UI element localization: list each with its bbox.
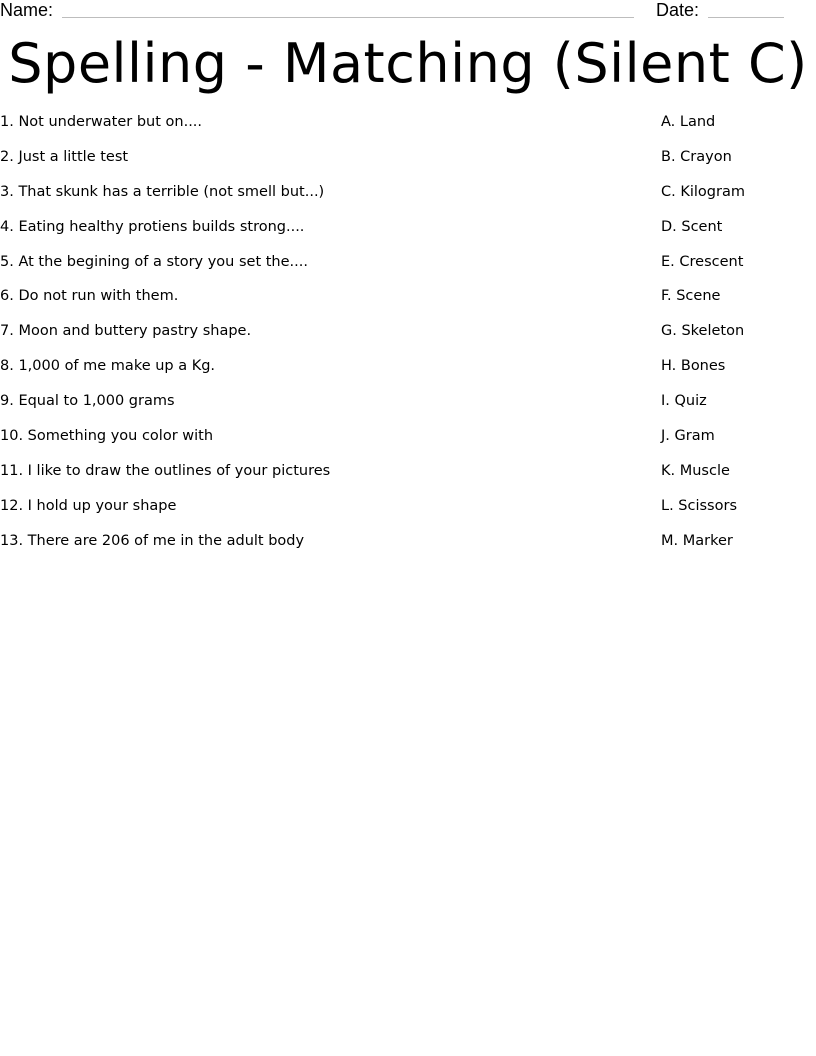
page-title: Spelling - Matching (Silent C) bbox=[8, 32, 808, 95]
answer-option: M. Marker bbox=[661, 532, 733, 549]
clue-item: 2. Just a little test bbox=[0, 148, 129, 165]
clue-item: 4. Eating healthy protiens builds strong.... bbox=[0, 218, 305, 235]
matching-row bbox=[0, 182, 816, 217]
matching-list bbox=[0, 112, 816, 566]
clue-item: 13. There are 206 of me in the adult body bbox=[0, 532, 305, 549]
name-blank-line[interactable] bbox=[62, 17, 634, 18]
matching-row bbox=[0, 496, 816, 531]
matching-row bbox=[0, 461, 816, 496]
answer-option: E. Crescent bbox=[661, 253, 744, 270]
matching-row bbox=[0, 531, 816, 566]
clue-item: 8. 1,000 of me make up a Kg. bbox=[0, 358, 216, 375]
matching-row bbox=[0, 252, 816, 287]
clue-item: 10. Something you color with bbox=[0, 428, 214, 445]
answer-option: I. Quiz bbox=[661, 393, 707, 410]
answer-option: A. Land bbox=[661, 114, 716, 130]
matching-row bbox=[0, 147, 816, 182]
matching-row bbox=[0, 217, 816, 252]
matching-row bbox=[0, 391, 816, 426]
clue-item: 5. At the begining of a story you set the.... bbox=[0, 253, 308, 270]
answer-option: H. Bones bbox=[661, 358, 726, 375]
date-blank-line[interactable] bbox=[708, 17, 784, 18]
matching-row bbox=[0, 426, 816, 461]
clue-item: 1. Not underwater but on.... bbox=[0, 114, 203, 130]
answer-option: K. Muscle bbox=[661, 462, 730, 479]
matching-row bbox=[0, 112, 816, 147]
clue-item: 11. I like to draw the outlines of your pictures bbox=[0, 462, 331, 479]
matching-row bbox=[0, 286, 816, 321]
answer-option: D. Scent bbox=[661, 218, 723, 235]
answer-option: J. Gram bbox=[661, 428, 715, 445]
answer-option: G. Skeleton bbox=[661, 323, 745, 340]
answer-option: L. Scissors bbox=[661, 497, 737, 514]
clue-item: 6. Do not run with them. bbox=[0, 288, 179, 305]
date-label: Date: bbox=[656, 0, 700, 20]
matching-row bbox=[0, 356, 816, 391]
clue-item: 9. Equal to 1,000 grams bbox=[0, 393, 175, 410]
answer-option: C. Kilogram bbox=[661, 183, 745, 200]
worksheet-header bbox=[0, 0, 816, 24]
clue-item: 7. Moon and buttery pastry shape. bbox=[0, 323, 252, 340]
name-label: Name: bbox=[0, 0, 54, 20]
clue-item: 12. I hold up your shape bbox=[0, 497, 177, 514]
clue-item: 3. That skunk has a terrible (not smell but...) bbox=[0, 183, 325, 200]
matching-row bbox=[0, 321, 816, 356]
answer-option: F. Scene bbox=[661, 288, 721, 305]
answer-option: B. Crayon bbox=[661, 148, 732, 165]
